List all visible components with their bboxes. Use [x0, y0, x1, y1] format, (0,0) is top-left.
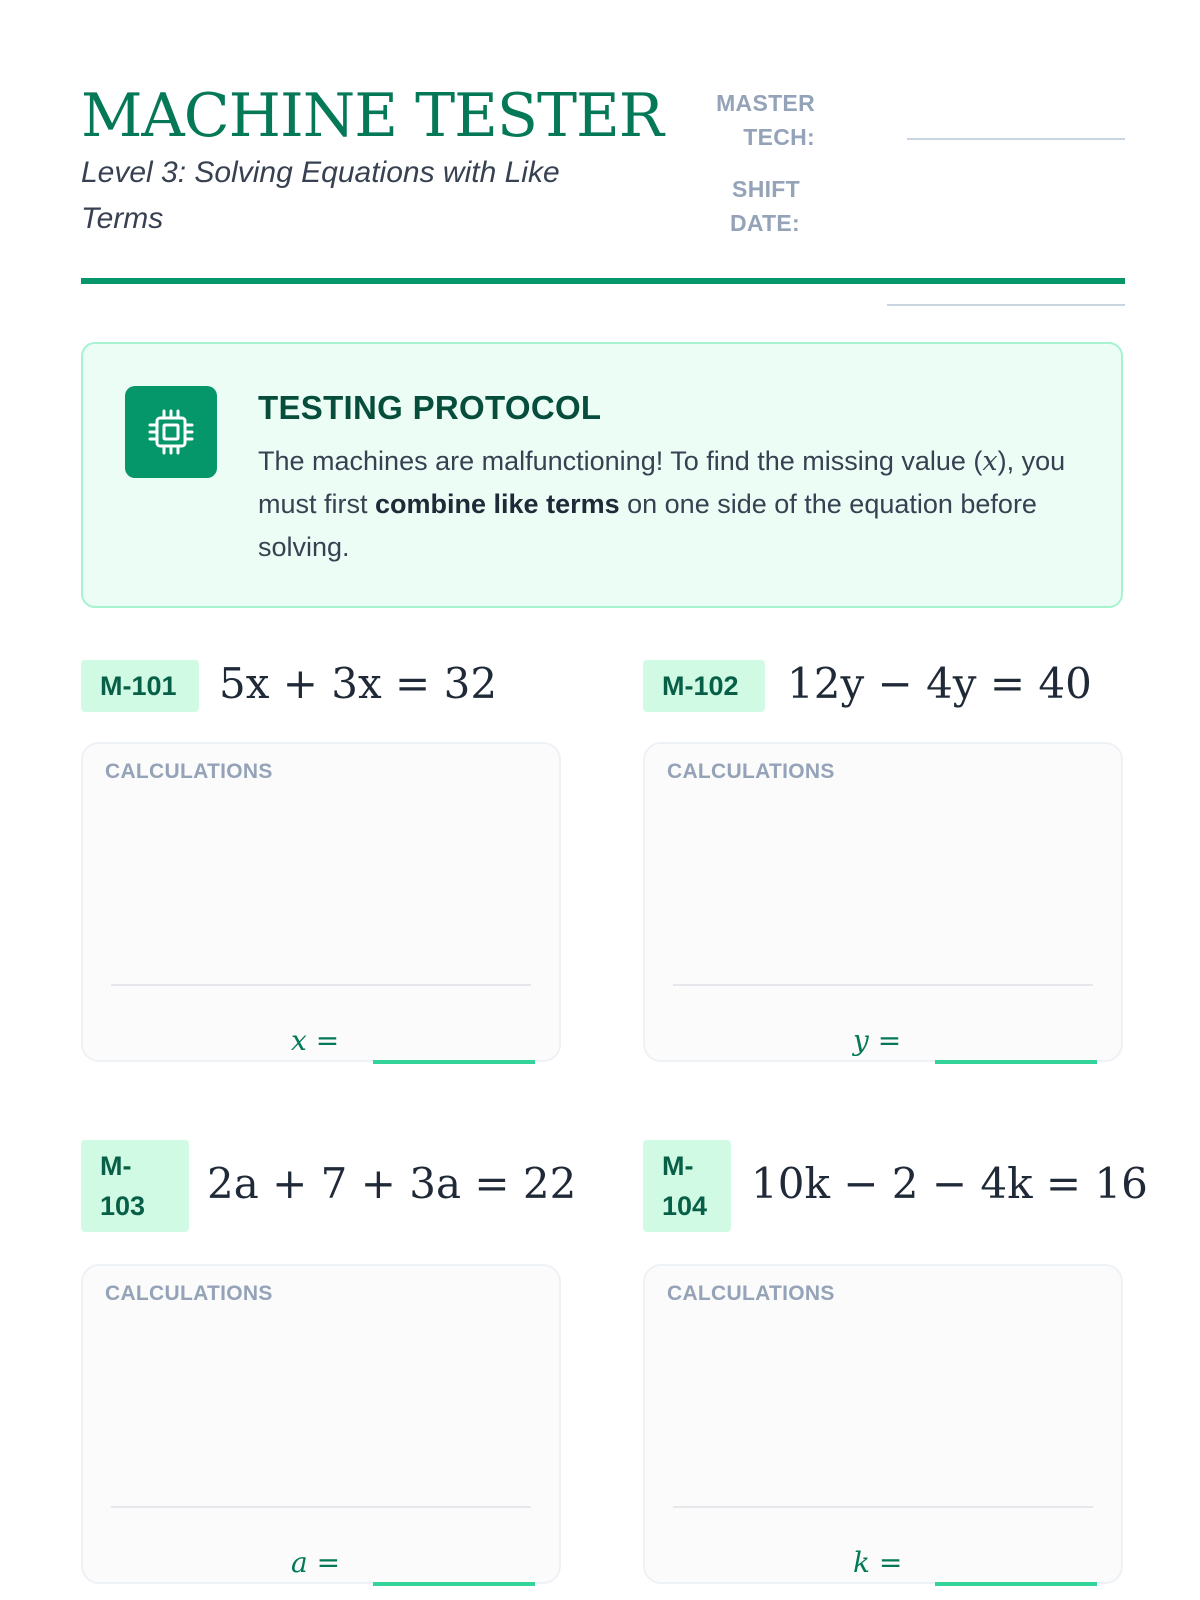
answer-label: y =: [853, 1024, 902, 1057]
worksheet-subtitle: Level 3: Solving Equations with Like Terms: [81, 156, 560, 235]
calculations-divider: [111, 1506, 531, 1508]
equation: 2a + 7 + 3a = 22: [207, 1159, 577, 1208]
worksheet-title: MACHINE TESTER: [81, 81, 663, 151]
answer-label: a =: [291, 1546, 341, 1579]
shift-date-field[interactable]: [711, 172, 1125, 242]
equation: 5x + 3x = 32: [219, 659, 498, 708]
protocol-text: [258, 440, 1078, 569]
calculations-box[interactable]: [81, 742, 561, 1062]
protocol-title: TESTING PROTOCOL: [258, 389, 602, 426]
calculations-label: CALCULATIONS: [105, 760, 273, 783]
answer-label: k =: [853, 1546, 903, 1579]
protocol-box: [81, 342, 1123, 608]
equation: 10k − 2 − 4k = 16: [751, 1159, 1148, 1208]
worksheet-page: [81, 0, 1148, 1600]
answer-line[interactable]: [935, 1060, 1097, 1064]
problem-m-101: [81, 660, 561, 1100]
calculations-divider: [673, 984, 1093, 986]
master-tech-label: MASTER TECH:: [716, 90, 815, 150]
problem-m-102: [643, 660, 1123, 1100]
calculations-label: CALCULATIONS: [105, 1282, 273, 1305]
protocol-text-part: The machines are malfunctioning! To find the missing value (: [258, 446, 983, 476]
worksheet-header: [81, 82, 1125, 282]
protocol-variable: x: [982, 446, 998, 477]
calculations-label: CALCULATIONS: [667, 760, 835, 783]
problem-m-103: [81, 1140, 577, 1580]
answer-line[interactable]: [935, 1582, 1097, 1586]
master-tech-field[interactable]: [711, 86, 1125, 156]
protocol-text-part: ), you must first: [258, 446, 1066, 519]
chip-icon: [125, 386, 217, 478]
shift-date-line[interactable]: [887, 304, 1125, 306]
problem-m-104: [643, 1140, 1148, 1580]
machine-id-badge: M-102: [643, 660, 765, 712]
protocol-text-part: on one side of the equation before solving.: [258, 489, 1037, 562]
protocol-emphasis: combine like terms: [375, 489, 620, 519]
answer-line[interactable]: [373, 1582, 535, 1586]
master-tech-line[interactable]: [907, 138, 1125, 140]
machine-id-badge: M-103: [81, 1140, 189, 1232]
shift-date-label: SHIFT DATE:: [729, 176, 800, 236]
answer-line[interactable]: [373, 1060, 535, 1064]
calculations-divider: [111, 984, 531, 986]
calculations-box[interactable]: [643, 1264, 1123, 1584]
calculations-box[interactable]: [643, 742, 1123, 1062]
calculations-box[interactable]: [81, 1264, 561, 1584]
calculations-divider: [673, 1506, 1093, 1508]
machine-id-badge: M-101: [81, 660, 199, 712]
answer-label: x =: [291, 1024, 340, 1057]
machine-id-badge: M-104: [643, 1140, 731, 1232]
equation: 12y − 4y = 40: [787, 659, 1092, 708]
calculations-label: CALCULATIONS: [667, 1282, 835, 1305]
header-divider: [81, 278, 1125, 284]
